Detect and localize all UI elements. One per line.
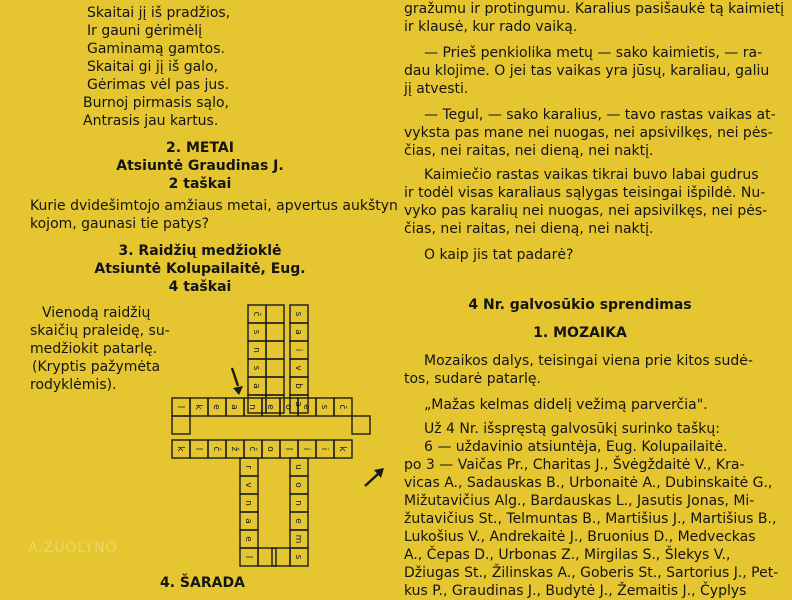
puzzle-cell [290, 530, 308, 548]
mozaika-text-line: tos, sudarė patarlę. [404, 371, 541, 387]
winners-line: Lukošius V., Andrekaitė J., Bruonius D., Medveckas [404, 529, 756, 545]
puzzle-letter: n [243, 500, 253, 506]
metai-author: Atsiuntė Graudinas J. [116, 158, 284, 174]
puzzle-cell [334, 440, 352, 458]
puzzle-letter: a [229, 404, 239, 410]
puzzle-letter: s [251, 365, 261, 371]
puzzle-cell [272, 548, 290, 566]
puzzle-letter: v [243, 482, 253, 488]
puzzle-cell [266, 323, 284, 341]
puzzle-cell [290, 512, 308, 530]
raidziu-text-line: skaičių praleidę, su- [30, 323, 170, 339]
raidziu-points: 4 taškai [168, 279, 232, 295]
story-line: vyksta pas mane nei nuogas, nei apsivilkęs, nei pės- [404, 125, 773, 141]
puzzle-letter: k [193, 404, 203, 410]
solutions-title: 4 Nr. galvosūkio sprendimas [468, 297, 692, 313]
story-line: čias, nei raitas, nei dieną, nei naktį. [404, 221, 654, 237]
winners-line: A., Čepas D., Urbonas Z., Mirgilas S., Šlekys V., [404, 547, 731, 563]
puzzle-cell [290, 548, 308, 566]
puzzle-letter: a [293, 401, 303, 407]
puzzle-letter: l [243, 555, 253, 559]
puzzle-cell [226, 398, 244, 416]
puzzle-letter: n [247, 404, 257, 410]
poem-line: Gėrimas vėl pas jus. [87, 77, 230, 93]
puzzle-letter: u [293, 464, 303, 470]
metai-question-line: kojom, gaunasi tie patys? [30, 216, 209, 232]
puzzle-cell [172, 440, 190, 458]
story-line: dau klojime. O jei tas vaikas yra jūsų, karaliau, galiu [404, 63, 770, 79]
winners-line: Mižutavičius Alg., Bardauskas L., Jasutis Jonas, Mi- [404, 493, 755, 509]
puzzle-cell [290, 359, 308, 377]
winners-line: kus P., Graudinas J., Budytė J., Žemaitis J., Čyplys [404, 583, 747, 599]
poem-line: Skaitai gi jį iš galo, [87, 59, 219, 75]
puzzle-cell [248, 377, 266, 395]
story-line: — Tegul, — sako karalius, — tavo rastas vaikas at- [424, 107, 776, 123]
story-line: ir klausė, kur rado vaiką. [404, 19, 578, 35]
puzzle-cell [244, 398, 262, 416]
puzzle-cell [316, 440, 334, 458]
puzzle-letter: č [211, 446, 221, 452]
puzzle-cell [290, 377, 308, 395]
poem-line: Antrasis jau kartus. [83, 113, 219, 129]
puzzle-letter: r [243, 465, 253, 469]
puzzle-letter: v [293, 365, 303, 371]
puzzle-letter: i [301, 447, 311, 451]
puzzle-cell [240, 476, 258, 494]
puzzle-cell [240, 494, 258, 512]
story-question: O kaip jis tat padarė? [424, 247, 574, 263]
raidziu-text-line: rodyklėmis). [30, 377, 117, 393]
puzzle-letter: l [193, 447, 203, 451]
metai-title: 2. METAI [166, 140, 234, 156]
puzzle-letter: č [337, 404, 347, 410]
puzzle-cell [266, 377, 284, 395]
puzzle-cell [248, 323, 266, 341]
story-line: gražumu ir protingumu. Karalius pasišaukė tą kaimietį [404, 1, 785, 17]
puzzle-letter: č [247, 446, 257, 452]
story-line: ir todėl visas karaliaus sąlygas teisingai išpildė. Nu- [404, 185, 766, 201]
puzzle-cell [290, 458, 308, 476]
puzzle-letter: o [283, 404, 293, 410]
poem-line: Ir gauni gėrimėlį [87, 23, 203, 39]
poem-line: Burnoj pirmasis sąlo, [83, 95, 229, 111]
puzzle-letter: a [243, 518, 253, 524]
story-line: jį atvesti. [404, 81, 469, 97]
puzzle-cell [248, 359, 266, 377]
raidziu-title: 3. Raidžių medžioklė [118, 243, 282, 259]
winners-line: Džiugas St., Žilinskas A., Goberis St., Sartorius J., Pet- [404, 565, 779, 581]
mozaika-answer: „Mažas kelmas didelį vežimą parverčia". [424, 397, 708, 413]
arrow-icon [365, 468, 384, 486]
puzzle-cell [172, 416, 190, 434]
winners-line: žutavičius St., Telmuntas B., Martišius J., Martišius B., [404, 511, 777, 527]
puzzle-letter: s [319, 404, 329, 410]
story-line: vyko pas karalių nei nuogas, nei apsivilkęs, nei pės- [404, 203, 768, 219]
winners-six: 6 — uždavinio atsiuntėja, Eug. Kolupailaitė. [424, 439, 728, 455]
winners-line: vicas A., Sadauskas B., Urbonaitė A., Dubinskaitė G., [404, 475, 773, 491]
story-line: Kaimiečio rastas vaikas tikrai buvo labai gudrus [424, 167, 759, 183]
puzzle-cell [280, 398, 298, 416]
puzzle-cell [352, 416, 370, 434]
puzzle-letter: l [283, 447, 293, 451]
puzzle-letter: o [293, 482, 303, 488]
puzzle-cell [248, 305, 266, 323]
puzzle-cell [190, 398, 208, 416]
puzzle-cell [240, 512, 258, 530]
winners-intro: Už 4 Nr. išspręstą galvosūkį surinko taškų: [424, 421, 720, 437]
puzzle-letter: a [293, 329, 303, 335]
poem-line: Gaminamą gamtos. [87, 41, 225, 57]
puzzle-cell [240, 548, 258, 566]
poem-line: Skaitai jį iš pradžios, [87, 5, 231, 21]
puzzle-cell [266, 341, 284, 359]
puzzle-cell [290, 395, 308, 413]
puzzle-cell [240, 458, 258, 476]
puzzle-cell [334, 398, 352, 416]
puzzle-letter: s [293, 554, 303, 560]
puzzle-cell [208, 398, 226, 416]
puzzle-letter: l [175, 405, 185, 409]
metai-points: 2 taškai [168, 176, 232, 192]
puzzle-cell [290, 494, 308, 512]
arrow-icon [232, 368, 243, 395]
puzzle-letter: s [293, 311, 303, 317]
puzzle-cell [262, 440, 280, 458]
puzzle-letter: s [251, 329, 261, 335]
puzzle-letter: e [293, 518, 303, 524]
puzzle-letter: k [175, 446, 185, 452]
puzzle-cell [266, 359, 284, 377]
puzzle-cell [316, 398, 334, 416]
puzzle-letter: a [251, 383, 261, 389]
raidziu-text-line: medžiokit patarlę. [30, 341, 158, 357]
metai-question-line: Kurie dvidešimtojo amžiaus metai, apvertus aukštyn [30, 198, 398, 214]
raidziu-text-line: (Kryptis pažymėta [32, 359, 161, 375]
sarada-title: 4. ŠARADA [160, 575, 245, 591]
puzzle-cell [298, 440, 316, 458]
puzzle-letter: e [211, 404, 221, 410]
puzzle-letter: i [293, 348, 303, 352]
watermark: A.ZUOLYNO [28, 540, 118, 556]
puzzle-cell [248, 395, 266, 413]
story-line: — Prieš penkiolika metų — sako kaimietis, — ra- [424, 45, 763, 61]
puzzle-letter: k [337, 446, 347, 452]
puzzle-cell [290, 305, 308, 323]
mozaika-text-line: Mozaikos dalys, teisingai viena prie kitos sudė- [424, 353, 753, 369]
puzzle-letter: č [251, 311, 261, 317]
puzzle-cell [266, 305, 284, 323]
puzzle-cell [280, 440, 298, 458]
puzzle-letter: e [301, 404, 311, 410]
winners-line: po 3 — Vaičas Pr., Charitas J., Švėgždaitė V., Kra- [404, 457, 745, 473]
puzzle-letter: o [265, 446, 275, 452]
puzzle-letter: m [293, 534, 303, 544]
story-line: čias, nei raitas, nei dieną, nei naktį. [404, 143, 654, 159]
puzzle-cell [226, 440, 244, 458]
puzzle-cell [290, 476, 308, 494]
puzzle-cell [290, 341, 308, 359]
puzzle-cell [190, 440, 208, 458]
mozaika-title: 1. MOZAIKA [533, 325, 627, 341]
raidziu-text-line: Vienodą raidžių [42, 305, 151, 321]
puzzle-letter: e [243, 536, 253, 542]
puzzle-letter: ž [229, 446, 239, 452]
puzzle-cell [266, 395, 284, 413]
puzzle-cell [262, 398, 280, 416]
puzzle-cell [172, 398, 190, 416]
puzzle-cell [290, 323, 308, 341]
puzzle-letter: b [293, 383, 303, 389]
puzzle-letter: e [265, 404, 275, 410]
puzzle-letter: n [293, 500, 303, 506]
puzzle-cell [208, 440, 226, 458]
puzzle-cell [248, 341, 266, 359]
puzzle-letter: n [251, 347, 261, 353]
puzzle-cell [258, 548, 276, 566]
puzzle-cell [240, 530, 258, 548]
raidziu-author: Atsiuntė Kolupailaitė, Eug. [94, 261, 306, 277]
puzzle-cell [244, 440, 262, 458]
puzzle-cell [298, 398, 316, 416]
puzzle-letter: i [319, 447, 329, 451]
